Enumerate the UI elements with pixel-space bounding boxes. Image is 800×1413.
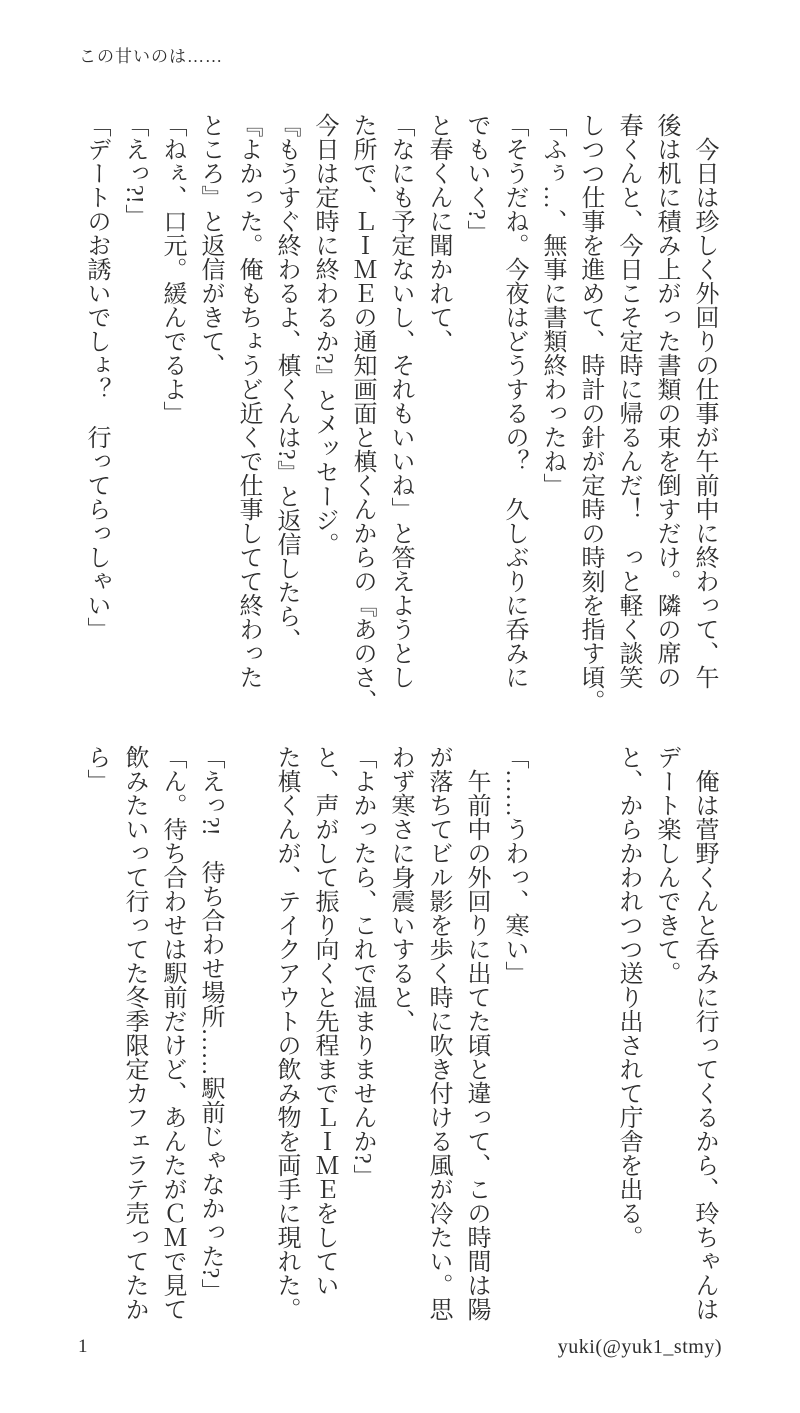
text-line: でもいく?」	[463, 113, 489, 244]
author-credit: yuki(@yuk1_stmy)	[557, 1336, 722, 1358]
vertical-text-block-1	[73, 113, 723, 741]
text-line: 後は机に積み上がった書類の束を倒すだけ。隣の席の	[653, 113, 679, 689]
text-line: た槙くんが、テイクアウトの飲み物を両手に現れた。	[273, 745, 299, 1321]
text-line: 飲みたいって行ってた冬季限定カフェラテ売ってたか	[121, 745, 147, 1321]
text-line: 「えっ?! 待ち合わせ場所……駅前じゃなかった?」	[197, 745, 223, 1303]
text-line	[571, 745, 609, 1373]
text-line: 「よかったら、これで温まりませんか?」	[349, 745, 375, 1188]
text-line: と、声がして振り向くと先程までＬＩＭＥをしてい	[311, 745, 337, 1297]
text-line: 「ねぇ、口元。緩んでるよ」	[159, 113, 185, 425]
text-line: 「デートのお誘いでしょ？ 行ってらっしゃい」	[83, 113, 109, 641]
text-line: 今日は珍しく外回りの仕事が午前中に終わって、午	[691, 113, 717, 689]
text-line: わず寒さに身震いすると、	[387, 745, 413, 1033]
text-line	[533, 745, 571, 1373]
text-line: が落ちてビル影を歩く時に吹き付ける風が冷たい。思	[425, 745, 451, 1321]
text-line: と、からかわれつつ送り出されて庁舎を出る。	[615, 745, 641, 1249]
text-line: 春くんと、今日こそ定時に帰るんだ！ っと軽く談笑	[615, 113, 641, 689]
text-line: ところ』と返信がきて、	[197, 113, 223, 377]
text-line: と春くんに聞かれて、	[425, 113, 451, 353]
text-line: しつつ仕事を進めて、時計の針が定時の時刻を指す頃。	[577, 113, 603, 713]
text-line: 俺は菅野くんと呑みに行ってくるから、玲ちゃんは	[691, 745, 717, 1321]
text-line: 午前中の外回りに出てた頃と違って、この時間は陽	[463, 745, 489, 1321]
page-number: 1	[78, 1336, 88, 1357]
text-line: 『よかった。俺もちょうど近くで仕事してて終わった	[235, 113, 261, 689]
text-line: 「えっ?!」	[121, 113, 147, 228]
text-line: た所で、ＬＩＭＥの通知画面と槙くんからの『あのさ、	[349, 113, 375, 713]
text-line: 「そうだね。今夜はどうするの？ 久しぶりに呑みに	[501, 113, 527, 689]
text-line: 「なにも予定ないし、それもいいね」と答えようとし	[387, 113, 413, 689]
running-header-title: この甘いのは……	[79, 47, 223, 66]
text-line: 今日は定時に終わるか?』とメッセージ。	[311, 113, 337, 556]
text-line: 『もうすぐ終わるよ、槙くんは?』と返信したら、	[273, 113, 299, 652]
text-line	[229, 745, 267, 1373]
text-line: デート楽しんできて。	[653, 745, 679, 985]
text-line: ら」	[83, 745, 109, 793]
text-line: 「ふぅ…、無事に書類終わったね」	[539, 113, 565, 497]
text-line: 「……うわっ、寒い」	[501, 745, 527, 985]
text-line: 「ん。待ち合わせは駅前だけど、あんたがＣＭで見て	[159, 745, 185, 1321]
vertical-text-block-2	[73, 745, 723, 1373]
